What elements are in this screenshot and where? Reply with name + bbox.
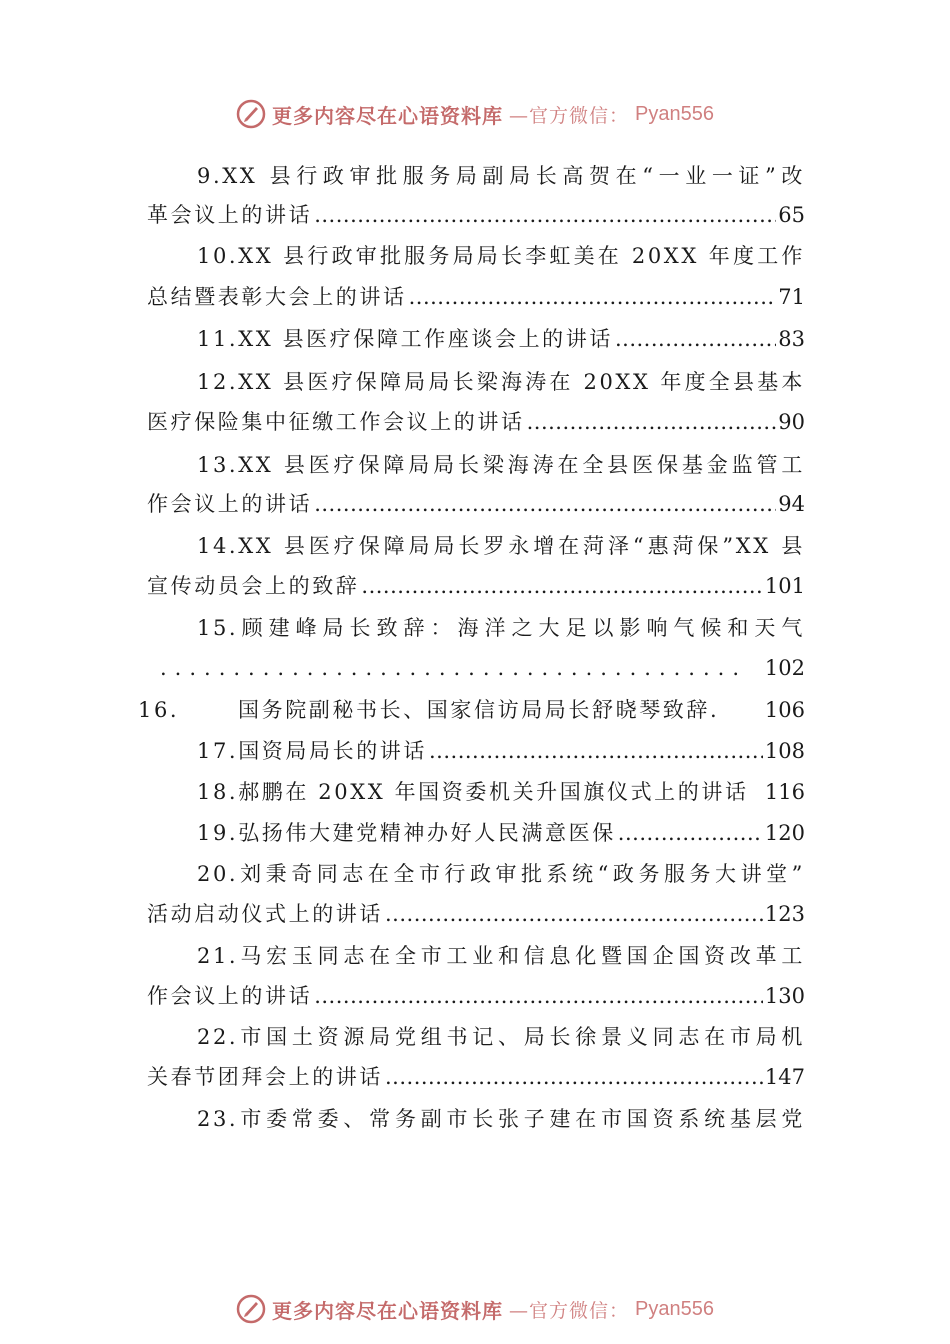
toc-page-number: 102 xyxy=(764,656,805,680)
toc-entry-number: 16. xyxy=(138,698,180,722)
footer-banner xyxy=(0,1289,950,1329)
toc-entry-title: 总结暨表彰大会上的讲话 xyxy=(147,285,407,309)
toc-entry-14-line-2 xyxy=(147,570,805,602)
toc-entry-9-line-1: 9.XX 县行政审批服务局副局长高贺在“一业一证”改 xyxy=(197,164,805,188)
toc-entry-15-line-1: 15.顾建峰局长致辞：海洋之大足以影响气候和天气 xyxy=(197,616,805,640)
toc-entry-title: 作会议上的讲话 xyxy=(147,492,313,516)
toc-entry-20-line-2 xyxy=(147,898,805,930)
toc-entry-21-line-1: 21.马宏玉同志在全市工业和信息化暨国企国资改革工 xyxy=(197,944,805,968)
toc-entry-title: 革会议上的讲话 xyxy=(147,203,313,227)
toc-entry-title: 17.国资局局长的讲话 xyxy=(197,739,427,763)
toc-page-number: 83 xyxy=(778,327,805,351)
banner-wechat-id: Pyan556 xyxy=(635,102,714,125)
dot-leader xyxy=(618,817,763,849)
toc-entry-title: 活动启动仪式上的讲话 xyxy=(147,902,383,926)
toc-entry-16 xyxy=(138,694,805,726)
toc-entry-10-line-2 xyxy=(147,281,805,313)
toc-entry-18 xyxy=(197,776,805,808)
banner-title: 更多内容尽在心语资料库 xyxy=(272,1298,503,1323)
header-banner xyxy=(0,94,950,134)
dot-leader xyxy=(160,652,749,684)
toc-entry-title: 关春节团拜会上的讲话 xyxy=(147,1065,383,1089)
toc-entry-21-line-2 xyxy=(147,980,805,1012)
toc-entry-23-line-1: 23.市委常委、常务副市长张子建在市国资系统基层党 xyxy=(197,1107,805,1131)
toc-entry-17 xyxy=(197,735,805,767)
toc-page-number: 108 xyxy=(764,739,805,763)
toc-page-number: 71 xyxy=(778,285,805,309)
toc-page-number: 90 xyxy=(778,410,805,434)
toc-entry-22-line-1: 22.市国土资源局党组书记、局长徐景义同志在市局机 xyxy=(197,1025,805,1049)
toc-entry-title: 作会议上的讲话 xyxy=(147,984,313,1008)
dot-leader xyxy=(385,898,763,930)
toc-entry-13-line-1: 13.XX 县医疗保障局局长梁海涛在全县医保基金监管工 xyxy=(197,453,805,477)
toc-page-number: 106 xyxy=(764,698,805,722)
banner-subtitle: —官方微信： xyxy=(509,104,630,127)
dot-leader xyxy=(361,570,763,602)
dot-leader xyxy=(429,735,763,767)
toc-entry-12-line-2 xyxy=(147,406,805,438)
dot-leader xyxy=(409,281,777,313)
banner-subtitle: —官方微信： xyxy=(509,1299,630,1322)
toc-page-number: 120 xyxy=(764,821,805,845)
toc-page-number: 123 xyxy=(764,902,805,926)
banner-title: 更多内容尽在心语资料库 xyxy=(272,103,503,128)
toc-entry-20-line-1: 20.刘秉奇同志在全市行政审批系统“政务服务大讲堂” xyxy=(197,862,805,886)
banner-wechat-id: Pyan556 xyxy=(635,1297,714,1320)
toc-entry-22-line-2 xyxy=(147,1061,805,1093)
toc-page-number: 130 xyxy=(764,984,805,1008)
toc-entry-title: 宣传动员会上的致辞 xyxy=(147,574,360,598)
toc-entry-9-line-2 xyxy=(147,199,805,231)
toc-entry-13-line-2 xyxy=(147,488,805,520)
dot-leader xyxy=(615,323,776,355)
library-logo-icon xyxy=(236,1294,266,1324)
toc-entry-14-line-1: 14.XX 县医疗保障局局长罗永增在菏泽“惠菏保”XX 县 xyxy=(197,534,805,558)
toc-entry-15-line-2 xyxy=(158,652,805,684)
dot-leader xyxy=(314,199,776,231)
toc-entry-11 xyxy=(197,323,805,355)
toc-entry-12-line-1: 12.XX 县医疗保障局局长梁海涛在 20XX 年度全县基本 xyxy=(197,370,805,394)
toc-entry-title: 18.郝鹏在 20XX 年国资委机关升国旗仪式上的讲话 xyxy=(197,780,749,804)
toc-entry-19 xyxy=(197,817,805,849)
toc-page-number: 65 xyxy=(778,203,805,227)
toc-entry-title: 医疗保险集中征缴工作会议上的讲话 xyxy=(147,410,525,434)
toc-page-number: 101 xyxy=(764,574,805,598)
toc-page-number: 94 xyxy=(778,492,805,516)
dot-leader xyxy=(314,488,776,520)
toc-entry-10-line-1: 10.XX 县行政审批服务局局长李虹美在 20XX 年度工作 xyxy=(197,244,805,268)
library-logo-icon xyxy=(236,99,266,129)
dot-leader xyxy=(385,1061,763,1093)
toc-page-number: 116 xyxy=(764,780,805,804)
dot-leader xyxy=(527,406,777,438)
toc-page-number: 147 xyxy=(764,1065,805,1089)
dot-leader xyxy=(314,980,763,1012)
toc-entry-title: 19.弘扬伟大建党精神办好人民满意医保 xyxy=(197,821,616,845)
toc-entry-title: 11.XX 县医疗保障工作座谈会上的讲话 xyxy=(197,327,613,351)
toc-entry-title: 国务院副秘书长、国家信访局局长舒晓琴致辞. xyxy=(238,698,720,722)
